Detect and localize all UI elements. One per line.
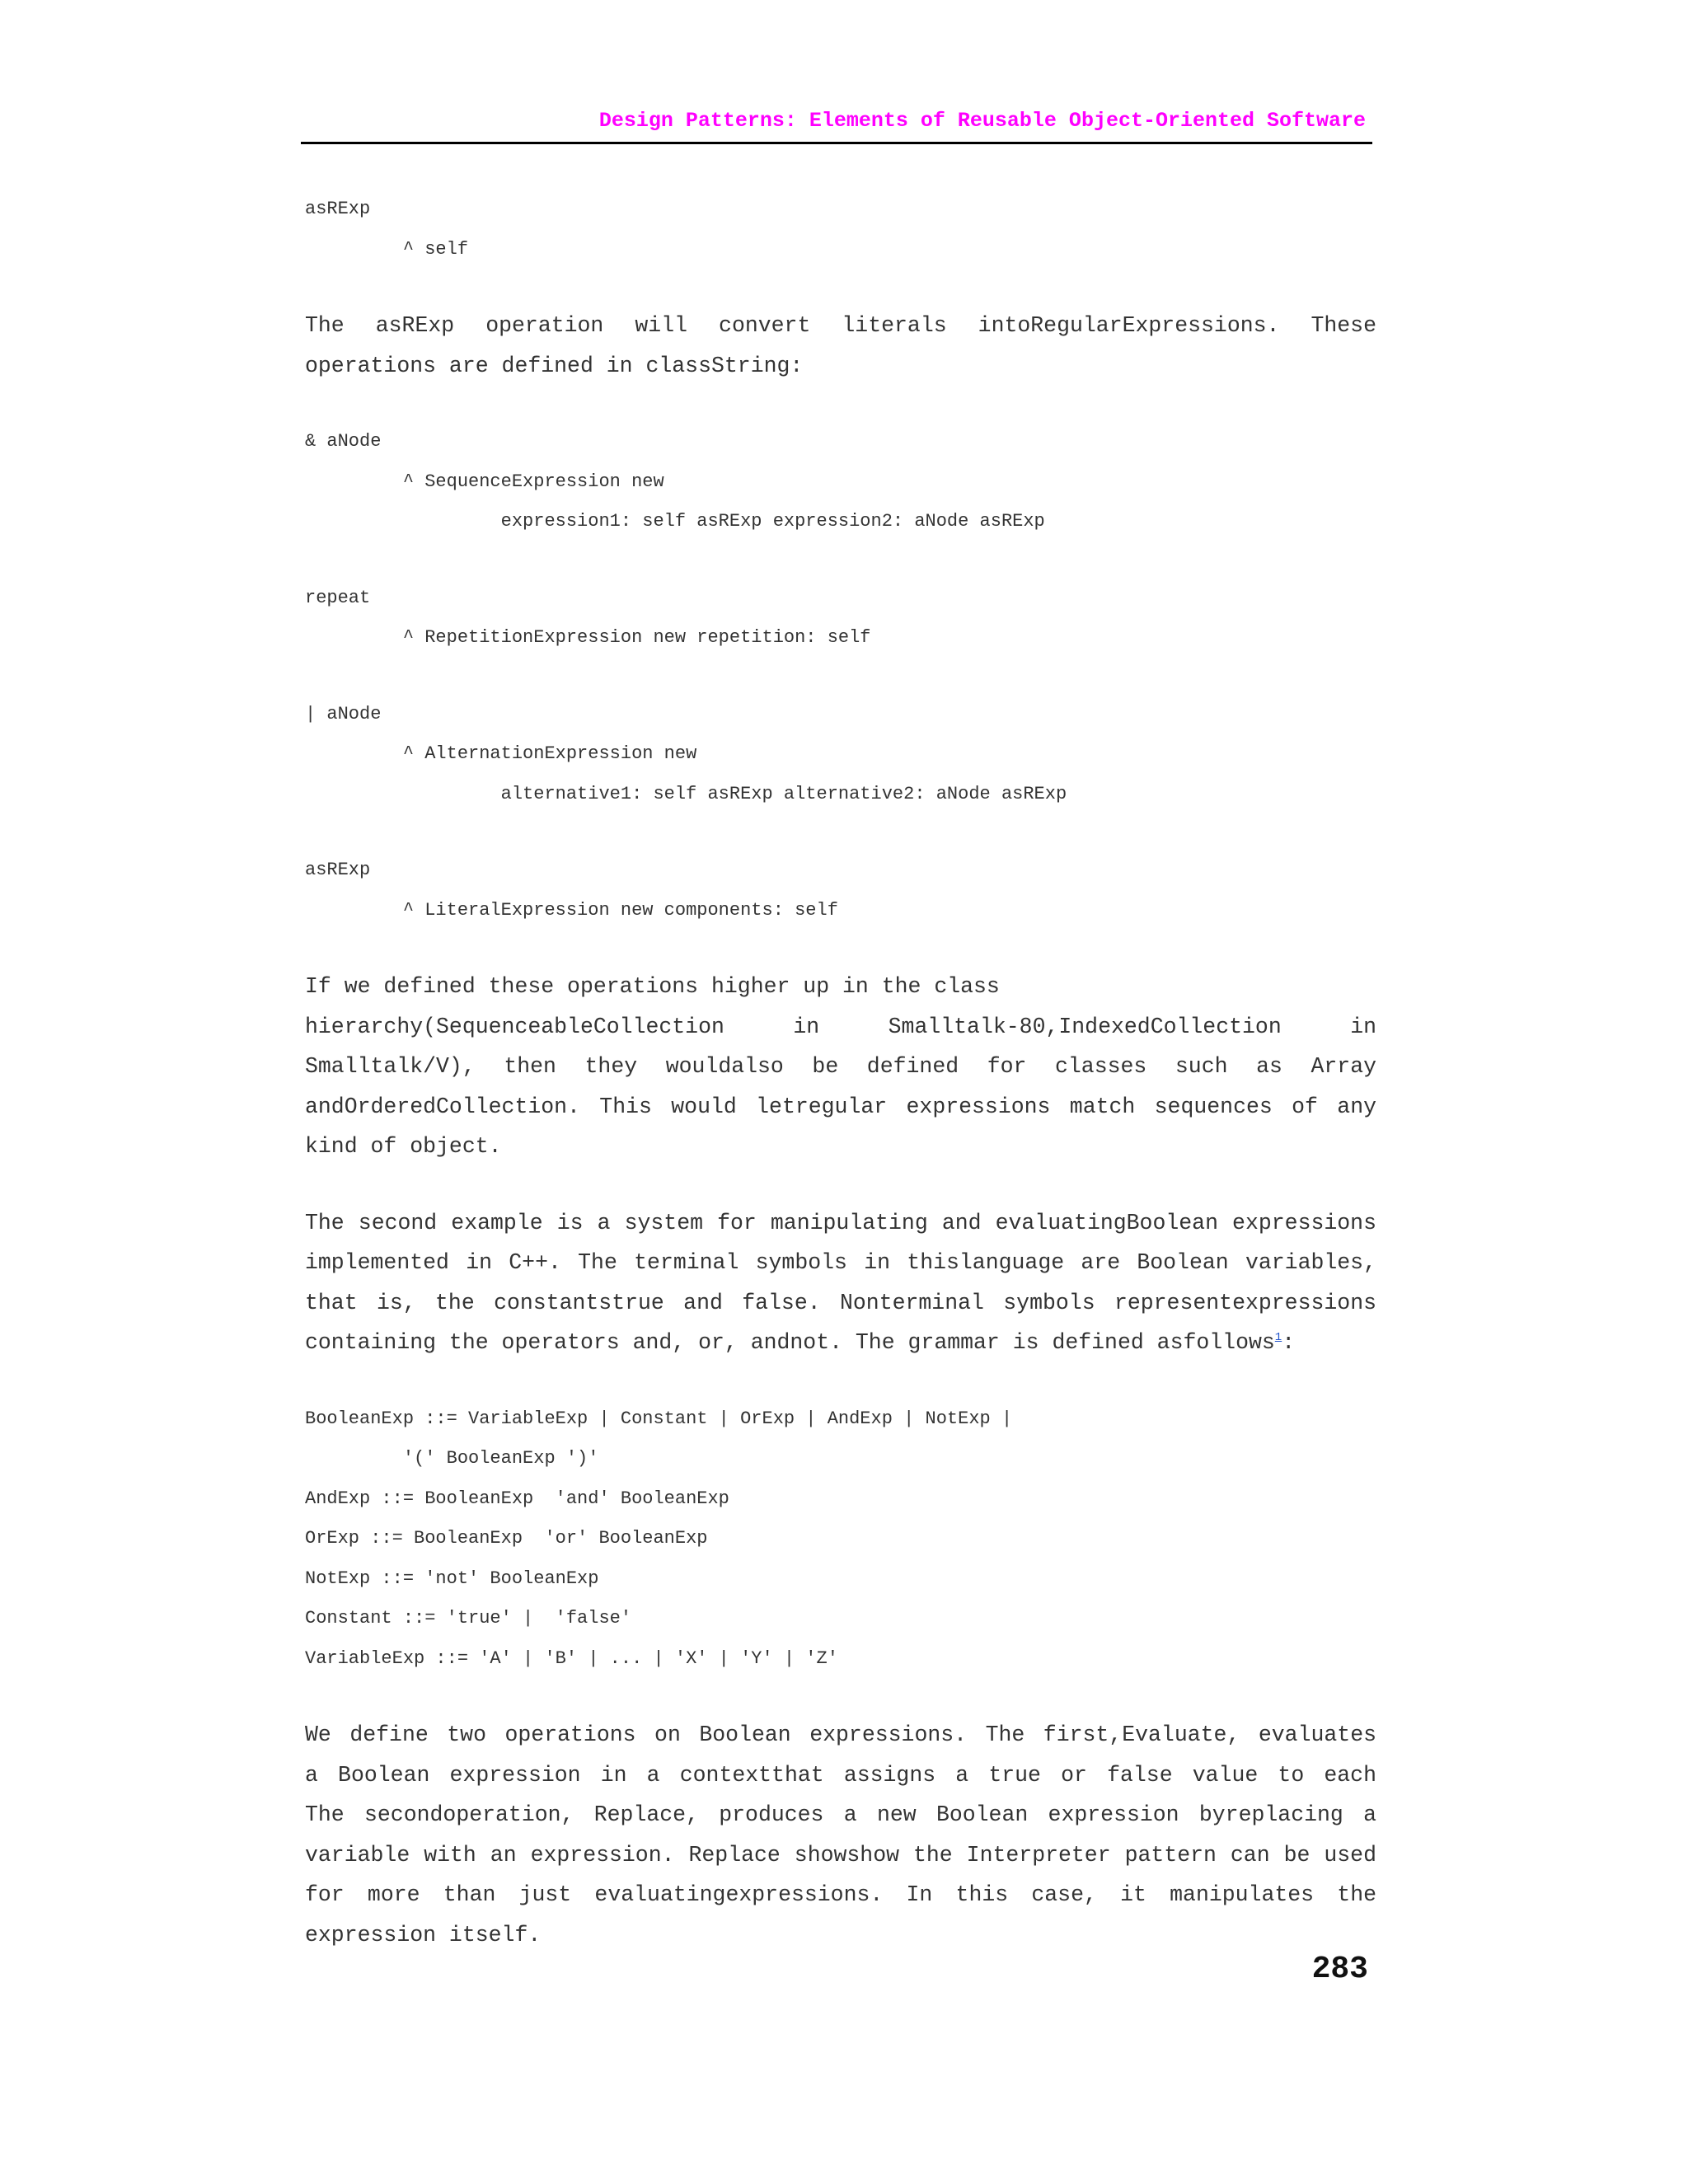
running-header — [301, 109, 1372, 144]
code-line: asRExp — [305, 860, 371, 880]
text-fragment: containing the operators and, or, andnot. The grammar is defined asfollows — [305, 1330, 1275, 1355]
text-line: Smalltalk/V), then they wouldalso be defined for classes such as Array — [305, 1054, 1376, 1079]
paragraph — [305, 1203, 1376, 1363]
text-line: We define two operations on Boolean expressions. The first,Evaluate, evaluates — [305, 1722, 1376, 1747]
code-line: repeat — [305, 587, 371, 608]
text-line: The secondoperation, Replace, produces a new Boolean expression byreplacing a — [305, 1802, 1376, 1827]
code-block — [305, 1399, 1376, 1680]
text-line: that is, the constantstrue and false. Nonterminal symbols representexpressions — [305, 1290, 1376, 1315]
paragraph — [305, 1715, 1376, 1955]
code-line: '(' BooleanExp ')' — [305, 1448, 599, 1469]
page-number: 283 — [1311, 1952, 1368, 1987]
code-line: BooleanExp ::= VariableExp | Constant | OrExp | AndExp | NotExp | — [305, 1408, 1013, 1429]
text-line: for more than just evaluatingexpressions. In this case, it manipulates the — [305, 1882, 1376, 1907]
code-line: ^ AlternationExpression new — [305, 743, 697, 764]
text-line: If we defined these operations higher up in the class — [305, 974, 1000, 999]
code-line: OrExp ::= BooleanExp 'or' BooleanExp — [305, 1528, 708, 1549]
code-block — [305, 190, 1376, 269]
code-block — [305, 695, 1376, 815]
text-fragment: : — [1282, 1330, 1296, 1355]
code-line: alternative1: self asRExp alternative2: aNode asRExp — [305, 783, 1067, 804]
text-line: kind of object. — [305, 1134, 502, 1159]
code-line: ^ RepetitionExpression new repetition: self — [305, 627, 871, 648]
text-line: implemented in C++. The terminal symbols in thislanguage are Boolean variables, — [305, 1250, 1376, 1275]
text-line: a Boolean expression in a contextthat assigns a true or false value to each — [305, 1762, 1376, 1788]
text-line: The second example is a system for manipulating and evaluatingBoolean expressions — [305, 1210, 1376, 1235]
footnote-link[interactable]: 1 — [1274, 1331, 1282, 1345]
text-line — [305, 1323, 1376, 1363]
text-line: expression itself. — [305, 1922, 542, 1947]
text-line: variable with an expression. Replace showshow the Interpreter pattern can be used — [305, 1842, 1376, 1868]
code-line: asRExp — [305, 199, 371, 219]
paragraph — [305, 967, 1376, 1167]
code-block — [305, 851, 1376, 930]
code-line: AndExp ::= BooleanExp 'and' BooleanExp — [305, 1488, 729, 1509]
code-line: ^ LiteralExpression new components: self — [305, 899, 838, 921]
code-line: & aNode — [305, 431, 382, 452]
code-line: expression1: self asRExp expression2: aNode asRExp — [305, 511, 1045, 532]
page-body — [305, 190, 1376, 1955]
paragraph — [305, 306, 1376, 386]
text-line: operations are defined in classString: — [305, 353, 804, 378]
code-line: NotExp ::= 'not' BooleanExp — [305, 1568, 599, 1589]
code-block — [305, 579, 1376, 658]
text-line: hierarchy(SequenceableCollection in Smalltalk-80,IndexedCollection in — [305, 1014, 1376, 1039]
code-line: VariableExp ::= 'A' | 'B' | ... | 'X' | 'Y' | 'Z' — [305, 1647, 838, 1669]
book-title: Design Patterns: Elements of Reusable Object-Oriented Software — [598, 109, 1366, 133]
code-line: Constant ::= 'true' | 'false' — [305, 1608, 632, 1629]
text-line: The asRExp operation will convert literals intoRegularExpressions. These — [305, 313, 1376, 338]
text-line: andOrderedCollection. This would letregular expressions match sequences of any — [305, 1094, 1376, 1119]
code-line: ^ self — [305, 238, 469, 260]
code-line: | aNode — [305, 703, 382, 724]
code-block — [305, 422, 1376, 542]
code-line: ^ SequenceExpression new — [305, 471, 664, 492]
